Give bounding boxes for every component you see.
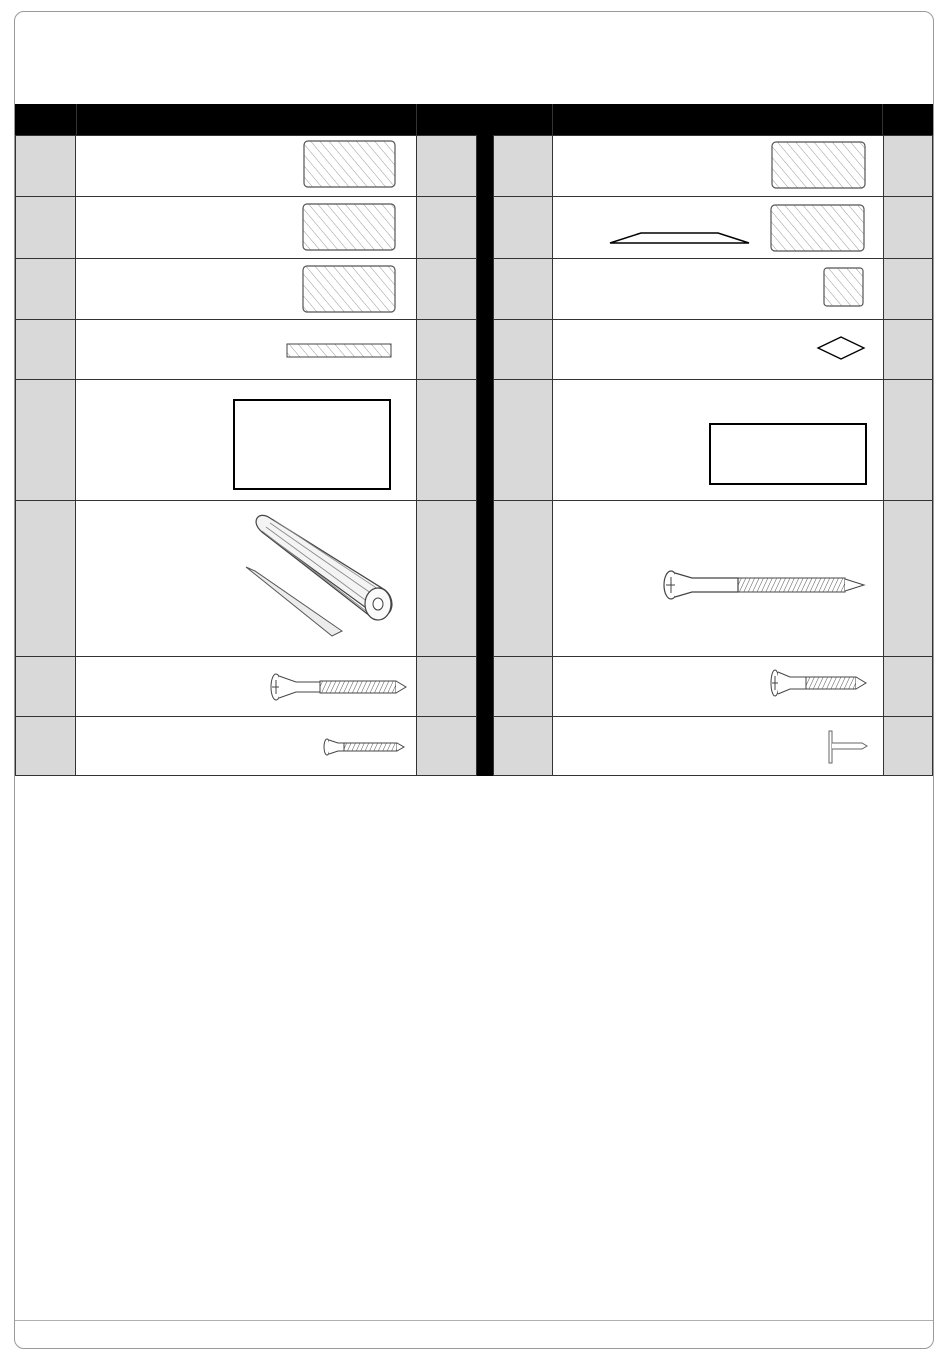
left-row-3-qty bbox=[416, 258, 477, 320]
left-row-1-code bbox=[15, 135, 76, 197]
right-code-header bbox=[493, 104, 552, 135]
left-row-4-qty bbox=[416, 319, 477, 380]
left-row-4-code bbox=[15, 319, 76, 380]
right-qty-header bbox=[883, 104, 933, 135]
right-description-header bbox=[552, 104, 883, 135]
right-row-2-code bbox=[493, 196, 553, 259]
right-row-2-qty bbox=[883, 196, 933, 259]
left-row-6-code bbox=[15, 500, 76, 657]
right-row-7-part bbox=[552, 656, 884, 717]
left-row-2-part bbox=[75, 196, 417, 259]
left-code-header bbox=[15, 104, 76, 135]
right-row-5-qty bbox=[883, 379, 933, 501]
right-row-5-code bbox=[493, 379, 553, 501]
left-row-6-qty bbox=[416, 500, 477, 657]
right-row-7-qty bbox=[883, 656, 933, 717]
left-description-header bbox=[76, 104, 417, 135]
right-row-8-qty bbox=[883, 716, 933, 776]
left-row-2-code bbox=[15, 196, 76, 259]
right-row-4-qty bbox=[883, 319, 933, 380]
footer-rule bbox=[15, 1320, 933, 1321]
right-row-7-code bbox=[493, 656, 553, 717]
left-row-7-code bbox=[15, 656, 76, 717]
left-row-8-part bbox=[75, 716, 417, 776]
left-row-6-part bbox=[75, 500, 417, 657]
right-row-8-code bbox=[493, 716, 553, 776]
right-row-2-part bbox=[552, 196, 884, 259]
right-row-3-code bbox=[493, 258, 553, 320]
divider-header bbox=[476, 104, 493, 135]
right-row-3-qty bbox=[883, 258, 933, 320]
left-row-5-qty bbox=[416, 379, 477, 501]
left-row-4-part bbox=[75, 319, 417, 380]
right-row-4-part bbox=[552, 319, 884, 380]
left-row-7-qty bbox=[416, 656, 477, 717]
left-row-2-qty bbox=[416, 196, 477, 259]
right-row-6-qty bbox=[883, 500, 933, 657]
right-row-1-part bbox=[552, 135, 884, 197]
right-row-1-qty bbox=[883, 135, 933, 197]
right-row-4-code bbox=[493, 319, 553, 380]
left-row-3-code bbox=[15, 258, 76, 320]
parts-table bbox=[15, 104, 933, 776]
left-row-8-code bbox=[15, 716, 76, 776]
right-row-6-part bbox=[552, 500, 884, 657]
left-row-7-part bbox=[75, 656, 417, 717]
right-row-6-code bbox=[493, 500, 553, 657]
left-row-1-part bbox=[75, 135, 417, 197]
left-row-5-code bbox=[15, 379, 76, 501]
left-row-1-qty bbox=[416, 135, 477, 197]
center-divider bbox=[476, 135, 493, 776]
right-row-5-part bbox=[552, 379, 884, 501]
left-row-5-part bbox=[75, 379, 417, 501]
right-row-3-part bbox=[552, 258, 884, 320]
left-row-8-qty bbox=[416, 716, 477, 776]
right-row-1-code bbox=[493, 135, 553, 197]
left-qty-header bbox=[417, 104, 476, 135]
left-row-3-part bbox=[75, 258, 417, 320]
right-row-8-part bbox=[552, 716, 884, 776]
